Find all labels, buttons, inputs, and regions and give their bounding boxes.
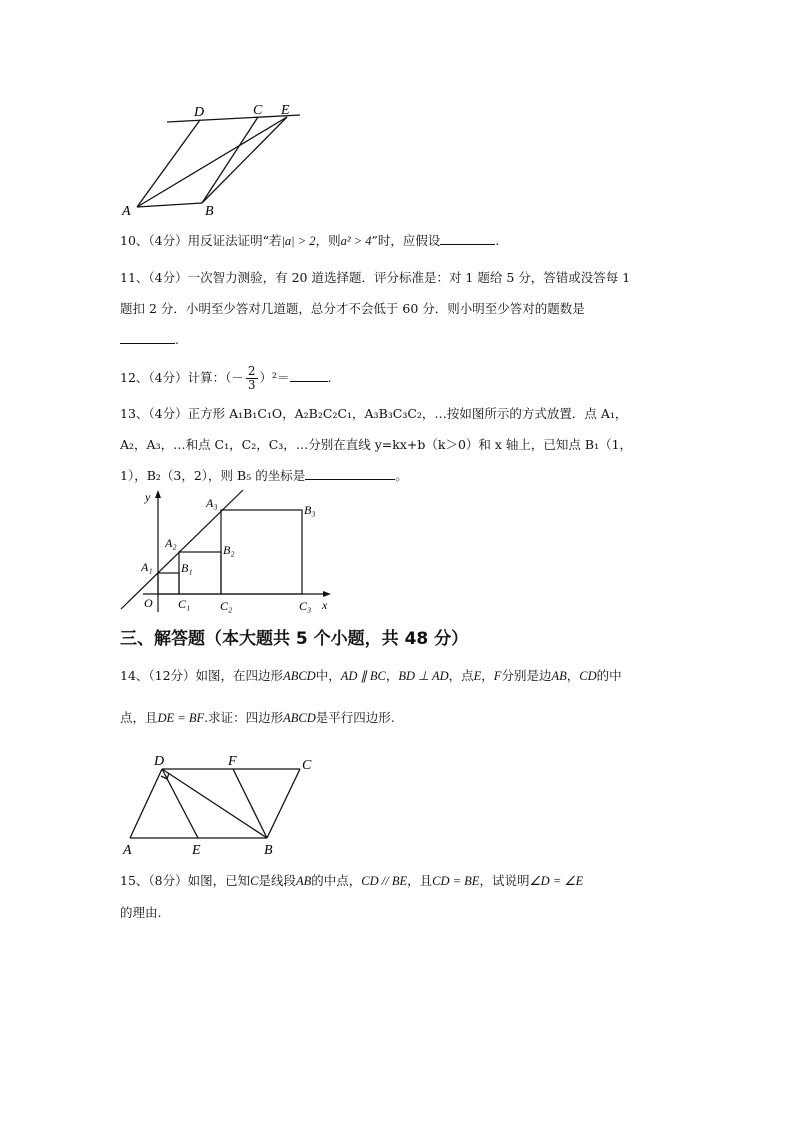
question-15-line1: 15、（8分）如图，已知C是线段AB的中点，CD // BE，且CD = BE，试说明∠D = ∠E [120, 873, 584, 888]
label-b2: B₂ [223, 543, 235, 557]
question-11-line3: . [120, 330, 179, 350]
label-a3: A₃ [206, 496, 218, 510]
label-b: B [264, 843, 273, 858]
label-e: E [192, 843, 201, 858]
quadrilateral-figure-q14 [115, 748, 330, 860]
label-x: x [322, 598, 328, 612]
segment-fb [233, 769, 267, 838]
answer-blank-q13[interactable] [305, 466, 395, 480]
segment-db [162, 769, 267, 838]
answer-blank-q10[interactable] [440, 231, 495, 245]
label-f: F [228, 754, 237, 769]
label-a1: A₁ [141, 560, 153, 574]
squares-figure-q13 [115, 487, 340, 615]
label-d: D [194, 105, 205, 120]
y-axis-arrow [155, 490, 161, 498]
question-14-line1: 14、（12分）如图，在四边形ABCD中，AD ∥ BC，BD ⊥ AD，点E，F分别是边AB，CD的中 [120, 668, 622, 683]
label-c2: C₂ [220, 599, 233, 613]
question-13-line3: 1），B₂（3，2），则 B₅ 的坐标是 。 [120, 468, 408, 483]
question-13-line1: 13、（4分）正方形 A₁B₁C₁O，A₂B₂C₂C₁，A₃B₃C₃C₂，…按如图所示的方式放置．点 A₁， [120, 406, 628, 421]
question-11-line1: 11、（4分）一次智力测验，有 20 道选择题．评分标准是：对 1 题给 5 分，答错或没答每 1 [120, 270, 631, 285]
label-c: C [302, 758, 312, 773]
question-11-line2: 题扣 2 分．小明至少答对几道题，总分才不会低于 60 分．则小明至少答对的题数是 [120, 301, 585, 316]
question-12: 12、（4分）计算：（－ $\frac{2}{3}$ ）²＝ . [120, 364, 332, 392]
label-d: D [154, 754, 165, 769]
square-1 [158, 573, 179, 594]
fraction-two-thirds: $\frac{2}{3}$ [247, 364, 256, 392]
question-13-line2: A₂，A₃，…和点 C₁，C₂，C₃，…分别在直线 y=kx+b（k＞0）和 x 轴上，已知点 B₁（1， [120, 437, 633, 452]
label-b: B [205, 204, 214, 219]
label-b3: B₃ [304, 503, 316, 517]
x-axis-arrow [323, 591, 331, 597]
segment-ab [137, 203, 202, 207]
question-15-line2: 的理由. [120, 905, 162, 920]
label-a2: A₂ [165, 536, 177, 550]
segment-ad [130, 769, 162, 838]
segment-bc [202, 117, 258, 203]
abs-a-condition: |a| > 2 [281, 234, 316, 248]
label-b1: B₁ [181, 561, 193, 575]
label-c1: C₁ [178, 597, 191, 611]
label-a: A [122, 204, 131, 219]
label-c: C [253, 103, 263, 118]
segment-bc [267, 769, 300, 838]
label-e: E [281, 103, 290, 118]
answer-blank-q11[interactable] [120, 330, 175, 344]
answer-blank-q12[interactable] [290, 368, 328, 382]
question-10: 10、（4分）用反证法证明“若|a| > 2，则a² > 4”时，应假设 . [120, 233, 500, 248]
segment-ad [137, 120, 200, 207]
a-squared-condition: a² > 4 [340, 234, 372, 248]
question-14-line2: 点，且DE = BF.求证：四边形ABCD是平行四边形. [120, 710, 395, 725]
section-3-title: 三、解答题（本大题共 5 个小题，共 48 分） [120, 629, 469, 649]
label-a: A [123, 843, 132, 858]
label-y: y [145, 490, 151, 504]
parallelogram-figure-q9 [110, 95, 310, 220]
label-c3: C₃ [299, 599, 312, 613]
label-o: O [144, 596, 153, 610]
